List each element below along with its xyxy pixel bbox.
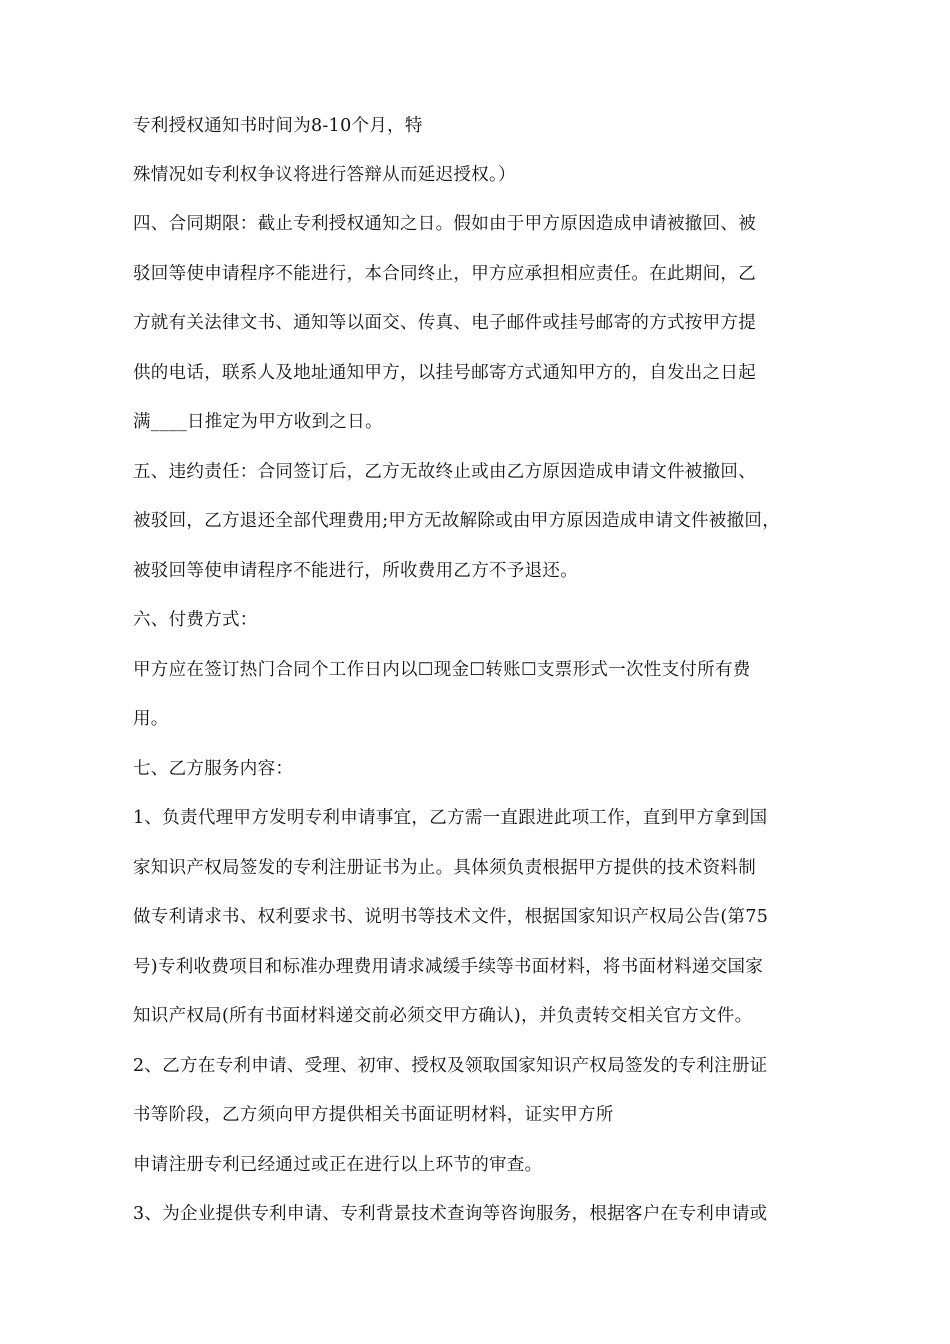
text-line: 知识产权局(所有书面材料递交前必须交甲方确认)，并负责转交相关官方文件。 xyxy=(133,1006,753,1026)
text-line: 六、付费方式： xyxy=(133,610,258,630)
text-line: 用。 xyxy=(133,709,169,729)
text-line: 五、违约责任：合同签订后，乙方无故终止或由乙方原因造成申请文件被撤回、 xyxy=(133,462,756,482)
text-line: 申请注册专利已经通过或正在进行以上环节的审查。 xyxy=(133,1155,543,1175)
text-line: 殊情况如专利权争议将进行答辩从而延迟授权。） xyxy=(133,165,516,185)
text-line: 供的电话，联系人及地址通知甲方，以挂号邮寄方式通知甲方的，自发出之日起 xyxy=(133,363,756,383)
text-line: 书等阶段，乙方须向甲方提供相关书面证明材料，证实甲方所 xyxy=(133,1105,614,1125)
text-line: 号)专利收费项目和标准办理费用请求减缓手续等书面材料，将书面材料递交国家 xyxy=(133,957,764,977)
text-line: 被驳回，乙方退还全部代理费用;甲方无故解除或由甲方原因造成申请文件被撤回， xyxy=(133,511,780,531)
text-line: 做专利请求书、权利要求书、说明书等技术文件，根据国家知识产权局公告(第75 xyxy=(133,907,769,927)
text-line: 驳回等使申请程序不能进行，本合同终止，甲方应承担相应责任。在此期间，乙 xyxy=(133,264,756,284)
text-line: 1、负责代理甲方发明专利申请事宜，乙方需一直跟进此项工作，直到甲方拿到国 xyxy=(133,808,768,828)
text-line: 七、乙方服务内容： xyxy=(133,759,294,779)
text-line: 四、合同期限：截止专利授权通知之日。假如由于甲方原因造成申请被撤回、被 xyxy=(133,214,756,234)
text-line: 方就有关法律文书、通知等以面交、传真、电子邮件或挂号邮寄的方式按甲方提 xyxy=(133,313,756,333)
text-line: 甲方应在签订热门合同个工作日内以☐现金☐转账☐支票形式一次性支付所有费 xyxy=(133,660,751,680)
text-line: 家知识产权局签发的专利注册证书为止。具体须负责根据甲方提供的技术资料制 xyxy=(133,858,756,878)
text-line: 满____日推定为甲方收到之日。 xyxy=(133,412,383,432)
text-line: 专利授权通知书时间为8-10个月，特 xyxy=(133,116,423,136)
text-line: 2、乙方在专利申请、受理、初审、授权及领取国家知识产权局签发的专利注册证 xyxy=(133,1056,768,1076)
text-line: 3、为企业提供专利申请、专利背景技术查询等咨询服务，根据客户在专利申请或 xyxy=(133,1204,768,1224)
text-line: 被驳回等使申请程序不能进行，所收费用乙方不予退还。 xyxy=(133,561,578,581)
